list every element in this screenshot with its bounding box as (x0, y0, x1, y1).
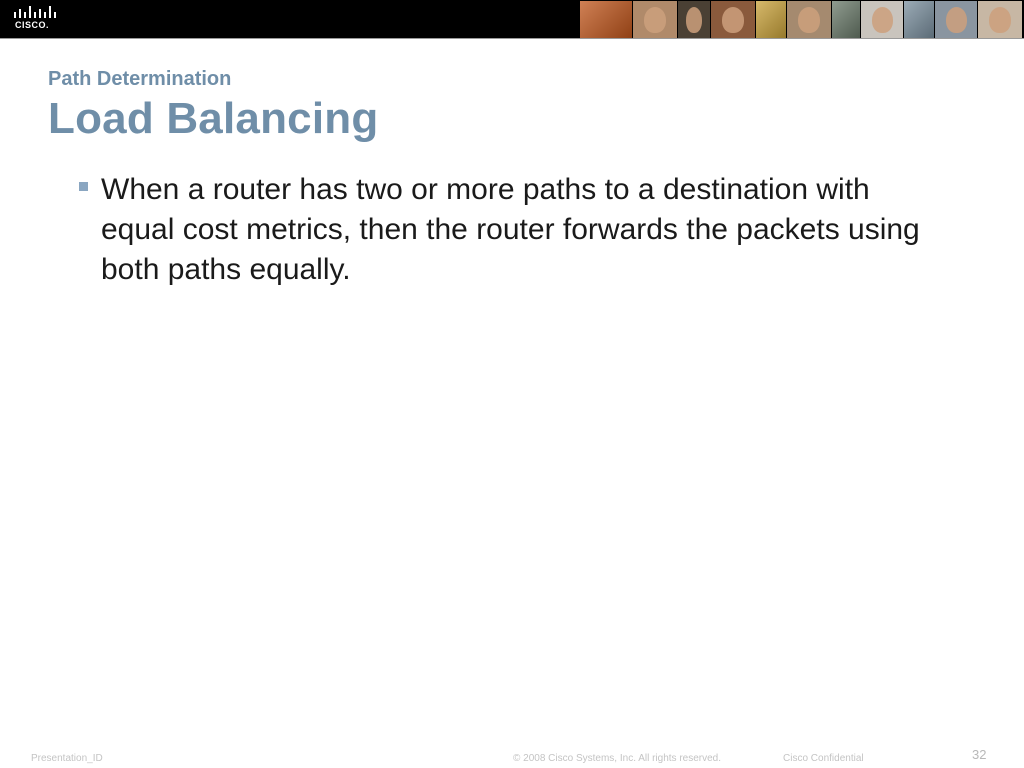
photo-abstract-icon (904, 1, 934, 38)
page-number: 32 (972, 747, 987, 762)
photo-person-icon (861, 1, 903, 38)
photo-abstract-icon (832, 1, 860, 38)
photo-abstract-icon (756, 1, 786, 38)
photo-person-icon (633, 1, 677, 38)
photo-abstract-icon (580, 1, 632, 38)
confidential-label: Cisco Confidential (783, 753, 864, 764)
bullet-text: When a router has two or more paths to a destination with equal cost metrics, then the router forwards the packets using both paths equally. (101, 173, 920, 286)
copyright-notice: © 2008 Cisco Systems, Inc. All rights reserved. (513, 753, 722, 764)
cisco-logo (12, 6, 60, 34)
photo-person-icon (935, 1, 977, 38)
cisco-bridge-icon (12, 6, 56, 18)
presentation-id: Presentation_ID (31, 753, 103, 764)
photo-person-icon (978, 1, 1022, 38)
slide-subtitle: Path Determination (48, 68, 232, 90)
photo-person-icon (787, 1, 831, 38)
photo-person-icon (678, 1, 710, 38)
photo-strip (580, 1, 1023, 38)
slide-title: Load Balancing (48, 94, 379, 143)
photo-person-icon (711, 1, 755, 38)
logo-wordmark: CISCO. (15, 20, 50, 30)
header-bar (0, 0, 1024, 39)
bullet-item (76, 170, 936, 290)
bullet-square-icon (79, 182, 88, 191)
bullet-list (76, 170, 936, 290)
